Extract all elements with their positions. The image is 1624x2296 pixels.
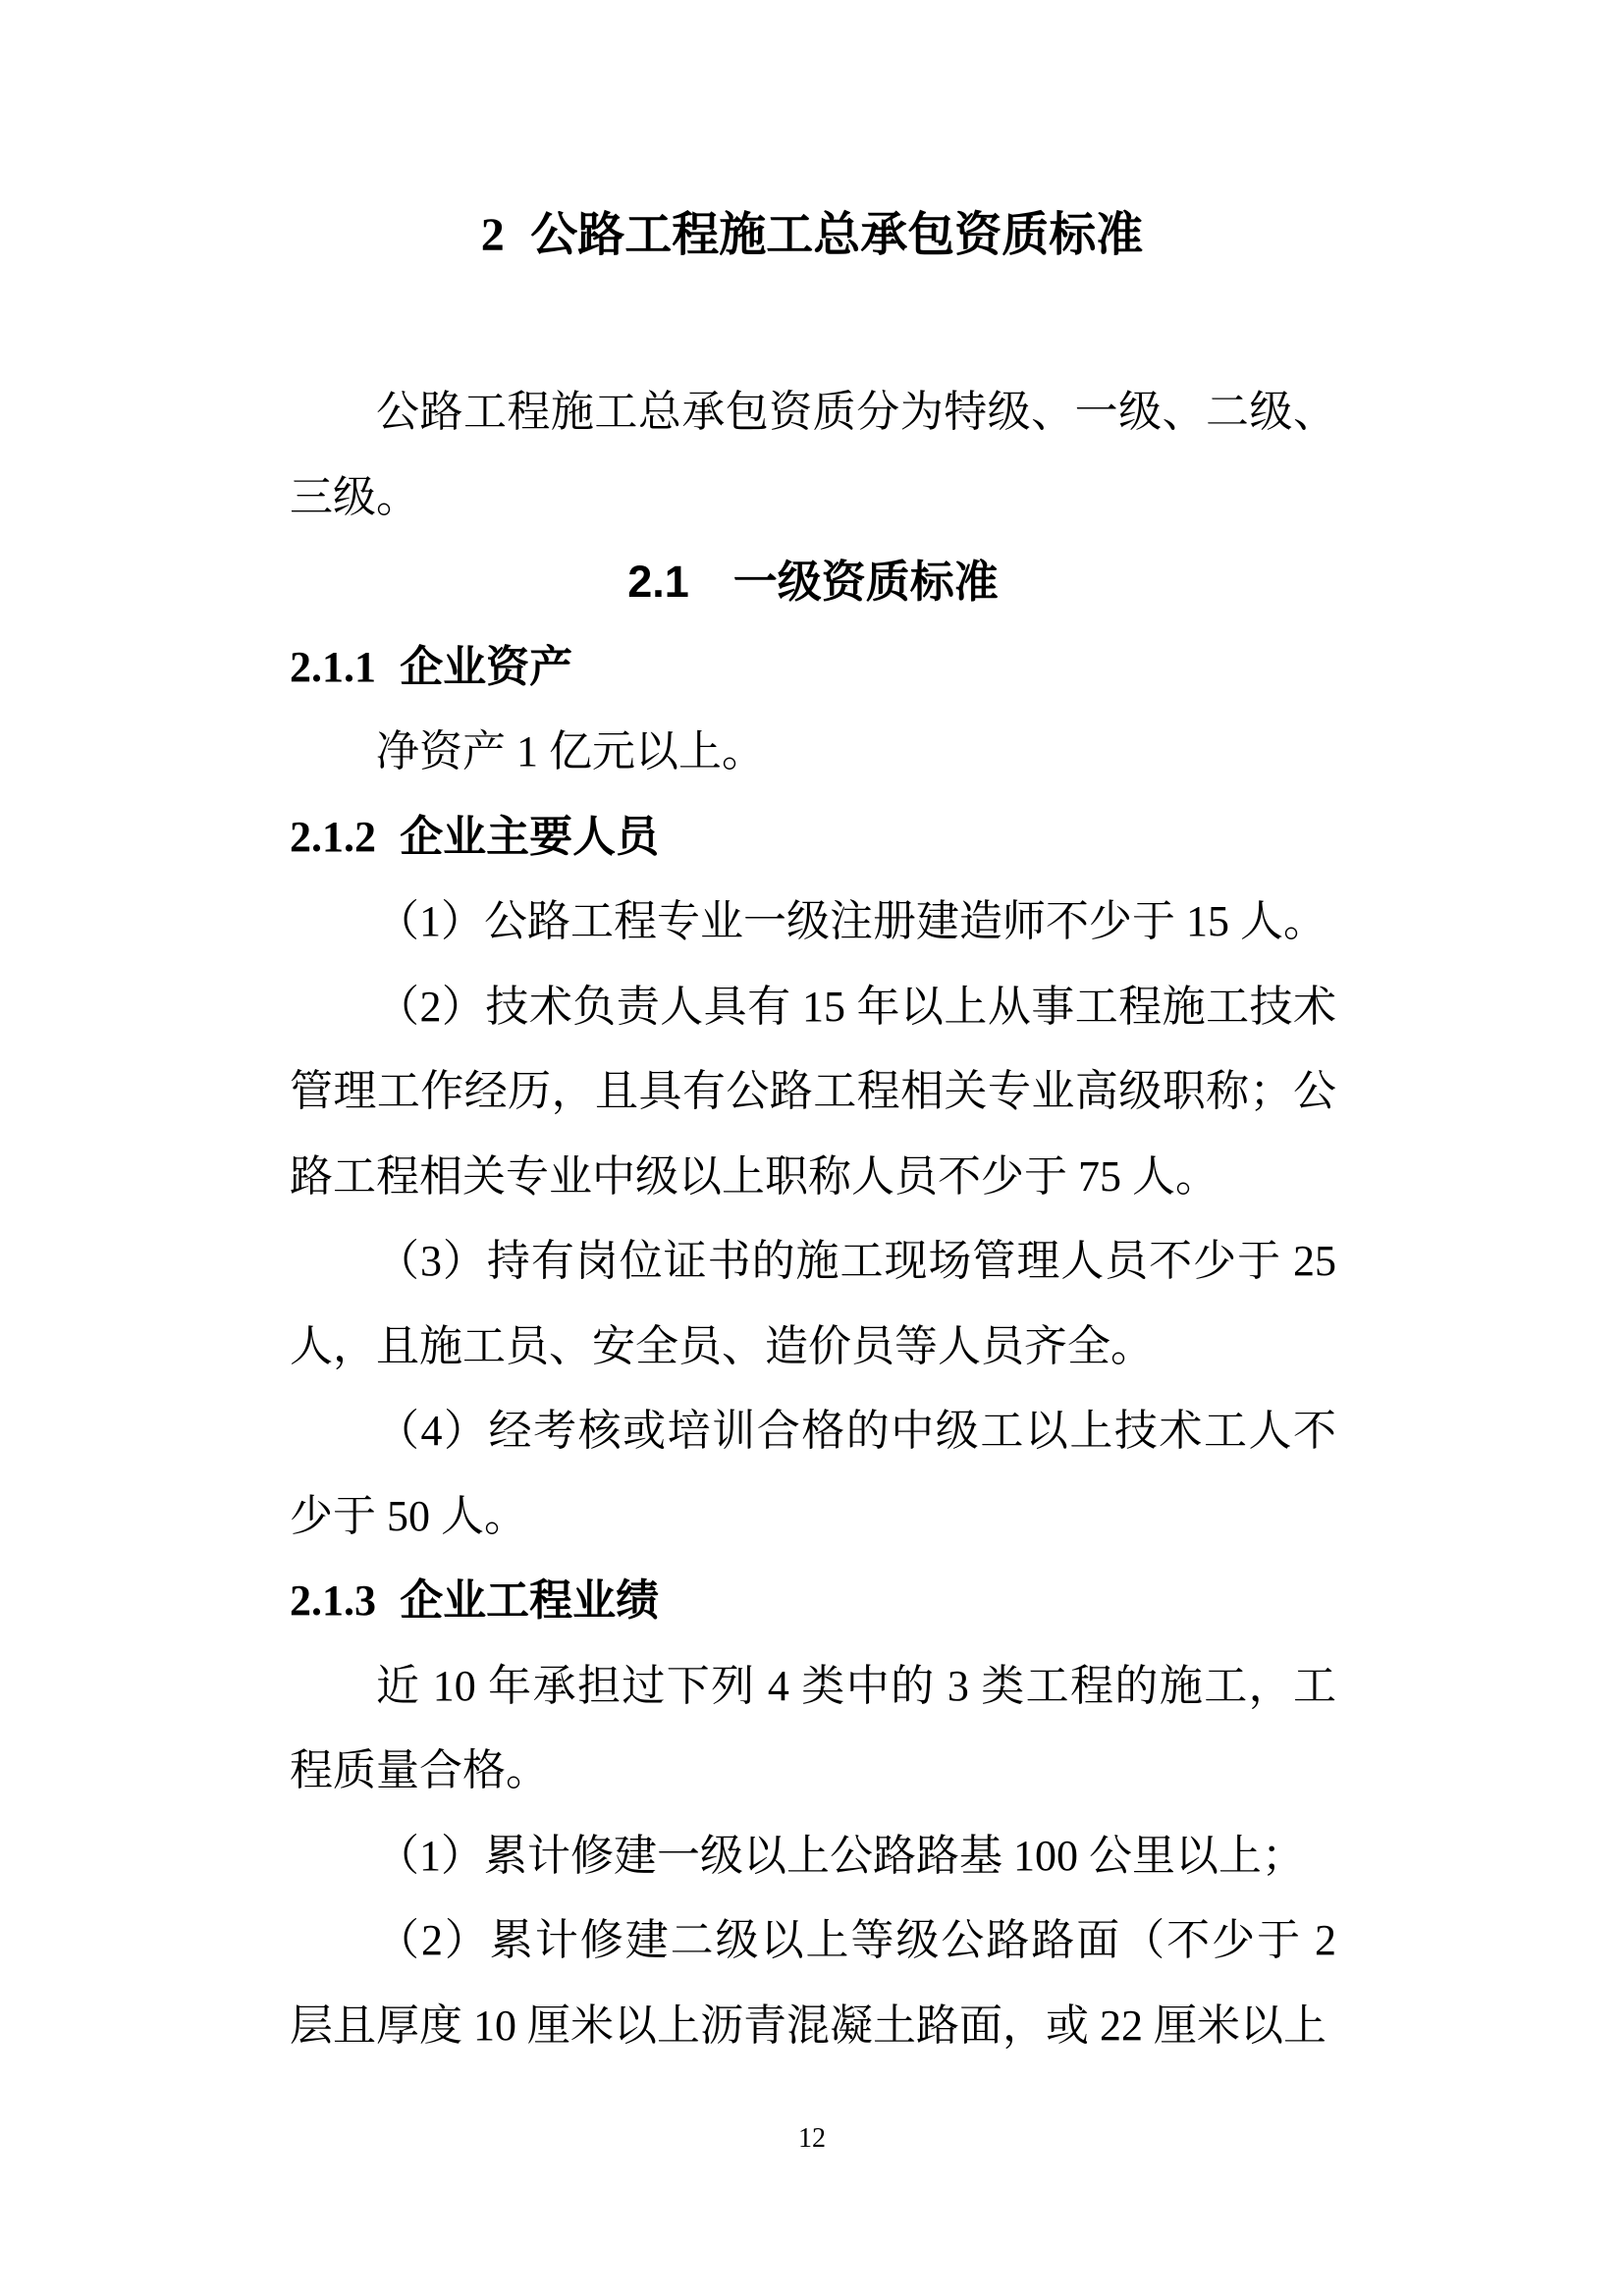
document-body	[290, 370, 1336, 2068]
subsection-heading-text: 企业资产	[400, 642, 573, 691]
paragraph-personnel-item-4: （4）经考核或培训合格的中级工以上技术工人不少于 50 人。	[290, 1407, 1336, 1540]
intro-paragraph: 公路工程施工总承包资质分为特级、一级、二级、三级。	[290, 388, 1336, 521]
section-heading-2-1	[290, 540, 1336, 625]
page-number: 12	[798, 2123, 826, 2154]
document-title	[0, 210, 1624, 261]
paragraph-performance-item-2: （2）累计修建二级以上等级公路路面（不少于 2 层且厚度 10 厘米以上沥青混凝土路面，或 22 厘米以上	[290, 1916, 1336, 2050]
subsection-heading-2-1-1	[290, 625, 1336, 711]
document-title-text: 公路工程施工总承包资质标准	[530, 209, 1144, 261]
section-heading-text: 一级资质标准	[732, 557, 999, 607]
paragraph-personnel-item-3: （3）持有岗位证书的施工现场管理人员不少于 25 人，且施工员、安全员、造价员等人员齐全。	[290, 1237, 1336, 1370]
section-heading-number: 2.1	[627, 557, 689, 607]
paragraph-performance-item-1: （1）累计修建一级以上公路路基 100 公里以上；	[376, 1831, 1305, 1880]
subsection-heading-2-1-2	[290, 795, 1336, 881]
subsection-heading-number: 2.1.1	[290, 642, 376, 691]
paragraph-net-assets: 净资产 1 亿元以上。	[376, 727, 765, 775]
document-title-number: 2	[480, 209, 505, 261]
subsection-heading-number: 2.1.2	[290, 812, 376, 861]
subsection-heading-2-1-3	[290, 1559, 1336, 1644]
subsection-heading-text: 企业主要人员	[400, 812, 660, 861]
subsection-heading-text: 企业工程业绩	[400, 1576, 660, 1625]
paragraph-personnel-item-1: （1）公路工程专业一级注册建造师不少于 15 人。	[376, 897, 1326, 945]
paragraph-personnel-item-2: （2）技术负责人具有 15 年以上从事工程施工技术管理工作经历，且具有公路工程相关专业高级职称；公路工程相关专业中级以上职称人员不少于 75 人。	[290, 982, 1336, 1201]
paragraph-performance-intro: 近 10 年承担过下列 4 类中的 3 类工程的施工，工程质量合格。	[290, 1661, 1336, 1794]
subsection-heading-number: 2.1.3	[290, 1576, 376, 1625]
